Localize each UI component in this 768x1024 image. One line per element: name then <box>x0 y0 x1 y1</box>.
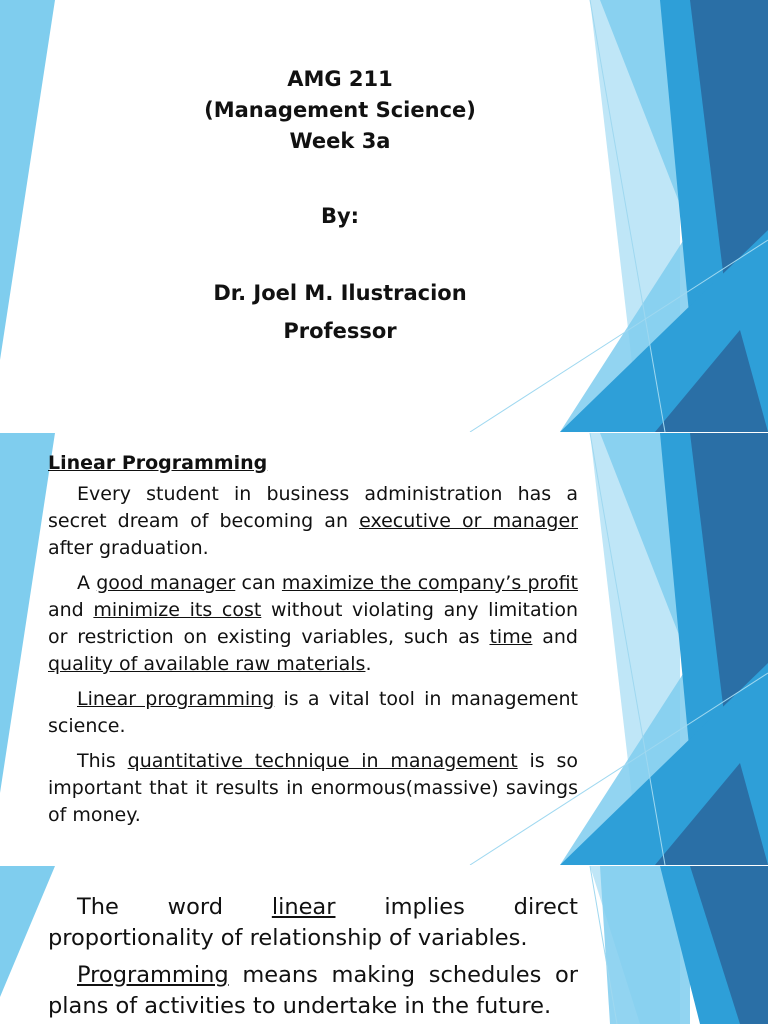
text: and <box>48 599 94 621</box>
text: without violating any limitation or restriction on existing variables, such as <box>48 599 578 648</box>
underlined-term: linear <box>271 894 336 920</box>
underlined-term: Programming <box>77 962 229 988</box>
week-label: Week 3a <box>289 129 391 153</box>
author-title: Professor <box>283 319 397 343</box>
paragraph-linear <box>48 892 578 954</box>
underlined-term: maximize the company’s profit <box>281 572 578 594</box>
slide-title <box>0 0 768 432</box>
course-code: AMG 211 <box>287 67 393 91</box>
paragraph-2 <box>48 570 578 678</box>
underlined-term: minimize its cost <box>93 599 262 621</box>
text: after graduation. <box>48 537 209 559</box>
text: A <box>77 572 97 594</box>
text: means making schedules or plans of activities to undertake in the future. <box>48 962 578 1019</box>
underlined-term: time <box>489 626 533 648</box>
text: This <box>77 750 128 772</box>
course-name: (Management Science) <box>204 98 476 122</box>
title-block <box>160 64 520 157</box>
underlined-term: executive or manager <box>359 510 578 532</box>
text: can <box>235 572 282 594</box>
slide-linear-programming <box>0 433 768 865</box>
paragraph-4 <box>48 748 578 829</box>
author-name: Dr. Joel M. Ilustracion <box>213 281 467 305</box>
section-heading: Linear Programming <box>48 452 268 474</box>
slide2-body <box>48 452 578 837</box>
text: and <box>532 626 578 648</box>
text: . <box>365 653 372 675</box>
slide-definitions <box>0 866 768 1024</box>
text: is a vital tool in management science. <box>48 688 578 737</box>
slide3-body <box>48 892 578 1024</box>
text: implies direct proportionality of relationship of variables. <box>48 894 578 951</box>
underlined-term: Linear programming <box>77 688 275 710</box>
paragraph-3 <box>48 686 578 740</box>
underlined-term: quality of available raw materials <box>48 653 366 675</box>
underlined-term: quantitative technique in management <box>127 750 518 772</box>
text: Every student in business administration has a secret dream of becoming an <box>48 483 578 532</box>
text: is so important that it results in enormous(massive) savings of money. <box>48 750 578 826</box>
by-label: By: <box>320 204 360 228</box>
paragraph-programming <box>48 960 578 1022</box>
paragraph-1 <box>48 481 578 562</box>
text: The word <box>77 894 272 920</box>
underlined-term: good manager <box>96 572 236 594</box>
